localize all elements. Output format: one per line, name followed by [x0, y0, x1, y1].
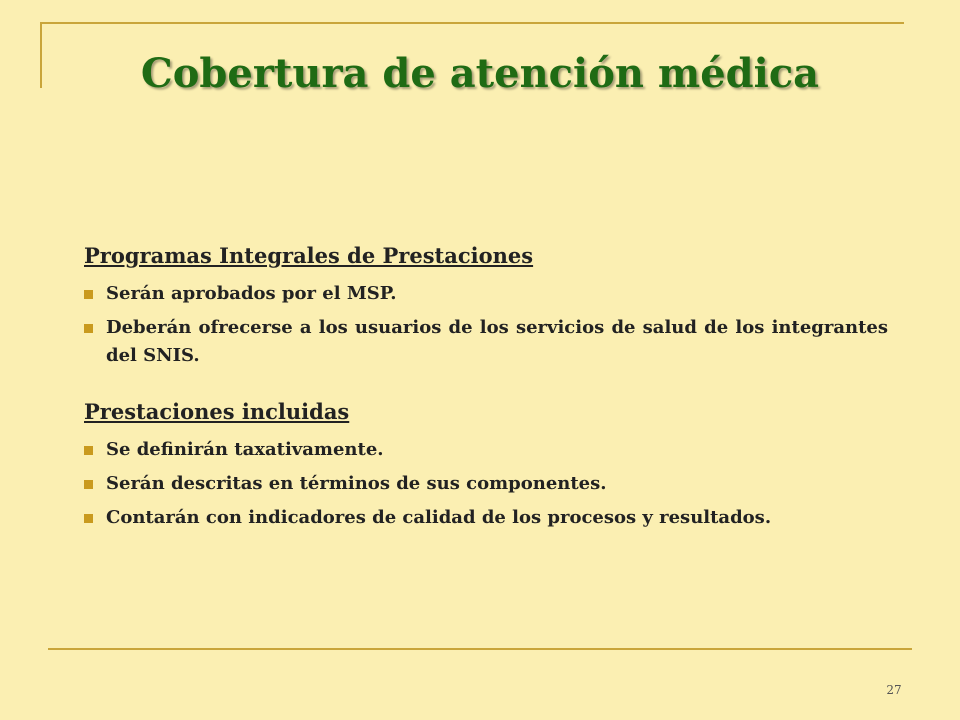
top-frame-line	[40, 22, 904, 24]
bullet-text: Contarán con indicadores de calidad de los procesos y resultados.	[106, 507, 772, 528]
bullet-item	[84, 314, 888, 370]
square-bullet-icon	[84, 324, 93, 333]
bullet-item	[84, 470, 888, 498]
bullet-text: Serán aprobados por el MSP.	[106, 283, 397, 304]
bullet-list-prestaciones	[84, 436, 888, 532]
square-bullet-icon	[84, 446, 93, 455]
bullet-text: Serán descritas en términos de sus componentes.	[106, 473, 607, 494]
section-programas	[84, 240, 888, 370]
slide-title: Cobertura de atención médica	[140, 50, 820, 97]
square-bullet-icon	[84, 480, 93, 489]
bullet-text: Deberán ofrecerse a los usuarios de los servicios de salud de los integrantes del SNIS.	[106, 317, 888, 366]
section-heading-prestaciones: Prestaciones incluidas	[84, 399, 350, 424]
page-number: 27	[886, 683, 902, 697]
square-bullet-icon	[84, 290, 93, 299]
bullet-list-programas	[84, 280, 888, 370]
bullet-text: Se definirán taxativamente.	[106, 439, 384, 460]
bullet-item	[84, 280, 888, 308]
section-heading-programas: Programas Integrales de Prestaciones	[84, 243, 534, 268]
square-bullet-icon	[84, 514, 93, 523]
bullet-item	[84, 504, 888, 532]
slide-content	[84, 240, 888, 538]
bullet-item	[84, 436, 888, 464]
bottom-frame-line	[48, 648, 912, 650]
section-prestaciones	[84, 396, 888, 532]
